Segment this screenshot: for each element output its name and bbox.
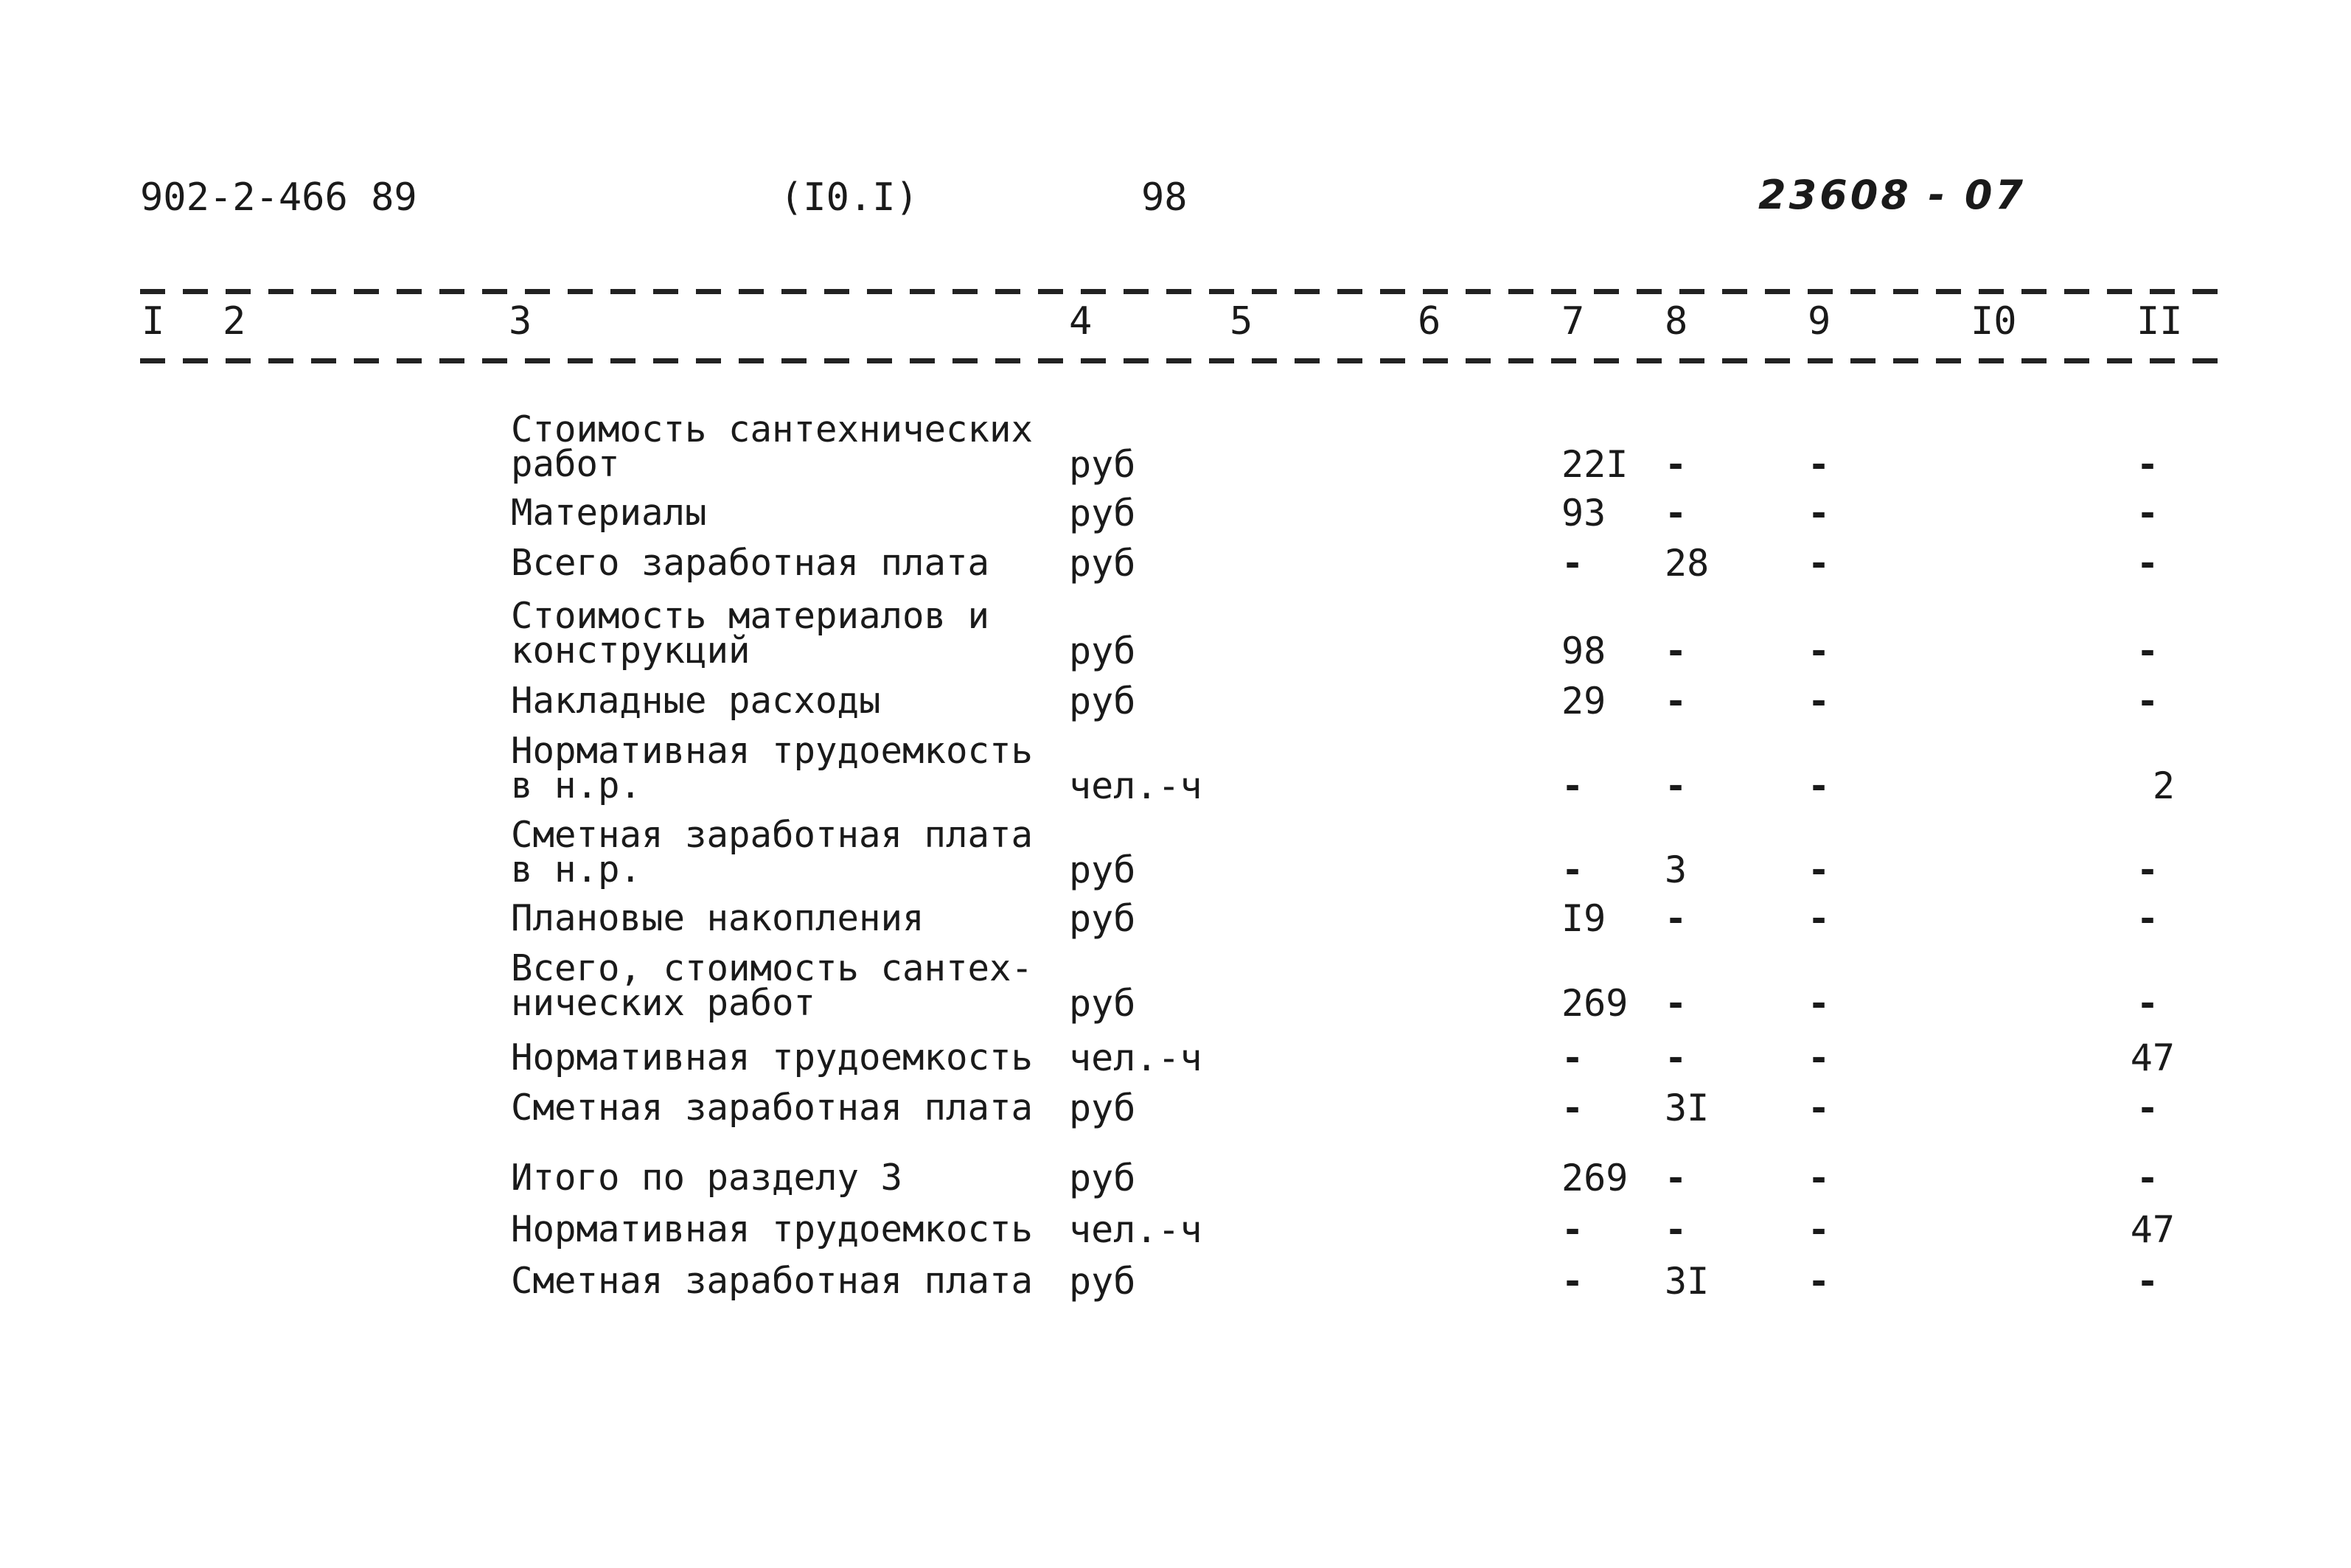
- row-value-c11: -: [2136, 897, 2159, 940]
- row-value-c9: -: [1808, 1260, 1831, 1303]
- col-header-9: 9: [1808, 299, 1831, 344]
- row-value-c9: -: [1808, 1157, 1831, 1199]
- row-name-line: Итого по разделу 3: [511, 1157, 903, 1199]
- row-value-c9: -: [1808, 1036, 1831, 1079]
- col-header-6: 6: [1418, 299, 1441, 344]
- row-value-c7: -: [1561, 849, 1584, 891]
- col-header-10: I0: [1971, 299, 2017, 344]
- row-value-c8: -: [1665, 897, 1688, 940]
- row-name-line: Материалы: [511, 492, 707, 534]
- row-unit: руб: [1069, 982, 1136, 1025]
- row-unit: руб: [1069, 630, 1136, 672]
- col-header-7: 7: [1561, 299, 1585, 344]
- col-header-3: 3: [509, 299, 532, 344]
- row-value-c8: 3I: [1665, 1087, 1710, 1129]
- col-header-1: I: [142, 299, 165, 344]
- row-value-c9: -: [1808, 982, 1831, 1025]
- row-unit: руб: [1069, 492, 1136, 534]
- row-name-line: Плановые накопления: [511, 897, 924, 939]
- row-value-c9: -: [1808, 1208, 1831, 1251]
- row-unit: чел.-ч: [1069, 1036, 1202, 1079]
- row-name-line: нических работ: [511, 982, 816, 1024]
- row-name-line: Стоимость сантехнических: [511, 408, 1034, 450]
- row-value-c7: I9: [1561, 897, 1606, 940]
- row-value-c8: -: [1665, 1208, 1688, 1251]
- row-name-line: в н.р.: [511, 764, 642, 806]
- row-value-c8: -: [1665, 764, 1688, 807]
- row-value-c11: -: [2136, 849, 2159, 891]
- row-value-c8: 28: [1665, 542, 1710, 585]
- row-value-c8: 3: [1665, 849, 1688, 891]
- row-value-c8: -: [1665, 1036, 1688, 1079]
- row-unit: чел.-ч: [1069, 1208, 1202, 1251]
- row-name-line: Нормативная трудоемкость: [511, 1208, 1034, 1250]
- row-unit: руб: [1069, 1087, 1136, 1129]
- row-value-c11: -: [2136, 492, 2159, 534]
- row-value-c11: -: [2136, 630, 2159, 672]
- row-value-c11: -: [2136, 680, 2159, 722]
- handwritten-stamp: 23608 - 07: [1758, 172, 2027, 218]
- row-value-c8: -: [1665, 1157, 1688, 1199]
- col-header-8: 8: [1665, 299, 1688, 344]
- row-value-c7: -: [1561, 764, 1584, 807]
- row-value-c11: -: [2136, 982, 2159, 1025]
- row-unit: руб: [1069, 443, 1136, 486]
- row-value-c7: 269: [1561, 1157, 1629, 1199]
- section-code: (I0.I): [780, 175, 919, 220]
- row-value-c9: -: [1808, 849, 1831, 891]
- row-name-line: работ: [511, 443, 620, 485]
- row-value-c11: 47: [2130, 1036, 2175, 1079]
- row-unit: руб: [1069, 1157, 1136, 1199]
- row-value-c8: -: [1665, 680, 1688, 722]
- row-value-c9: -: [1808, 630, 1831, 672]
- row-name-line: Нормативная трудоемкость: [511, 730, 1034, 772]
- row-value-c7: -: [1561, 1036, 1584, 1079]
- row-value-c11: -: [2136, 1157, 2159, 1199]
- col-header-5: 5: [1230, 299, 1253, 344]
- row-name-line: Сметная заработная плата: [511, 1087, 1034, 1129]
- row-unit: руб: [1069, 849, 1136, 891]
- row-value-c7: 22I: [1561, 443, 1629, 486]
- row-name-line: Сметная заработная плата: [511, 814, 1034, 856]
- row-value-c7: -: [1561, 1260, 1584, 1303]
- row-unit: руб: [1069, 542, 1136, 585]
- row-unit: руб: [1069, 897, 1136, 940]
- row-value-c7: -: [1561, 1208, 1584, 1251]
- row-value-c9: -: [1808, 542, 1831, 585]
- row-value-c7: -: [1561, 542, 1584, 585]
- top-dashed-rule: [140, 289, 2226, 294]
- row-value-c8: -: [1665, 630, 1688, 672]
- row-unit: чел.-ч: [1069, 764, 1202, 807]
- row-value-c8: 3I: [1665, 1260, 1710, 1303]
- document-number: 902-2-466 89: [140, 175, 417, 220]
- row-name-line: конструкций: [511, 630, 750, 672]
- row-value-c7: 269: [1561, 982, 1629, 1025]
- row-value-c7: 29: [1561, 680, 1606, 722]
- row-unit: руб: [1069, 1260, 1136, 1303]
- col-header-4: 4: [1069, 299, 1093, 344]
- row-value-c7: 93: [1561, 492, 1606, 534]
- row-value-c7: -: [1561, 1087, 1584, 1129]
- row-value-c11: 47: [2130, 1208, 2175, 1251]
- row-name-line: в н.р.: [511, 849, 642, 891]
- row-value-c9: -: [1808, 680, 1831, 722]
- page-number: 98: [1141, 175, 1188, 220]
- row-value-c8: -: [1665, 492, 1688, 534]
- col-header-2: 2: [223, 299, 246, 344]
- row-value-c9: -: [1808, 443, 1831, 486]
- row-name-line: Сметная заработная плата: [511, 1260, 1034, 1302]
- row-value-c8: -: [1665, 443, 1688, 486]
- row-name-line: Стоимость материалов и: [511, 595, 990, 637]
- row-value-c9: -: [1808, 897, 1831, 940]
- row-name-line: Накладные расходы: [511, 680, 881, 722]
- row-value-c9: -: [1808, 764, 1831, 807]
- row-name-line: Всего заработная плата: [511, 542, 990, 584]
- col-header-11: II: [2136, 299, 2183, 344]
- bottom-dashed-rule: [140, 358, 2226, 363]
- row-value-c11: -: [2136, 1087, 2159, 1129]
- row-name-line: Всего, стоимость сантех-: [511, 947, 1034, 989]
- row-value-c9: -: [1808, 1087, 1831, 1129]
- row-value-c11: 2: [2152, 764, 2175, 807]
- row-name-line: Нормативная трудоемкость: [511, 1036, 1034, 1079]
- row-value-c11: -: [2136, 542, 2159, 585]
- row-value-c11: -: [2136, 443, 2159, 486]
- row-value-c8: -: [1665, 982, 1688, 1025]
- row-value-c9: -: [1808, 492, 1831, 534]
- row-unit: руб: [1069, 680, 1136, 722]
- row-value-c11: -: [2136, 1260, 2159, 1303]
- row-value-c7: 98: [1561, 630, 1606, 672]
